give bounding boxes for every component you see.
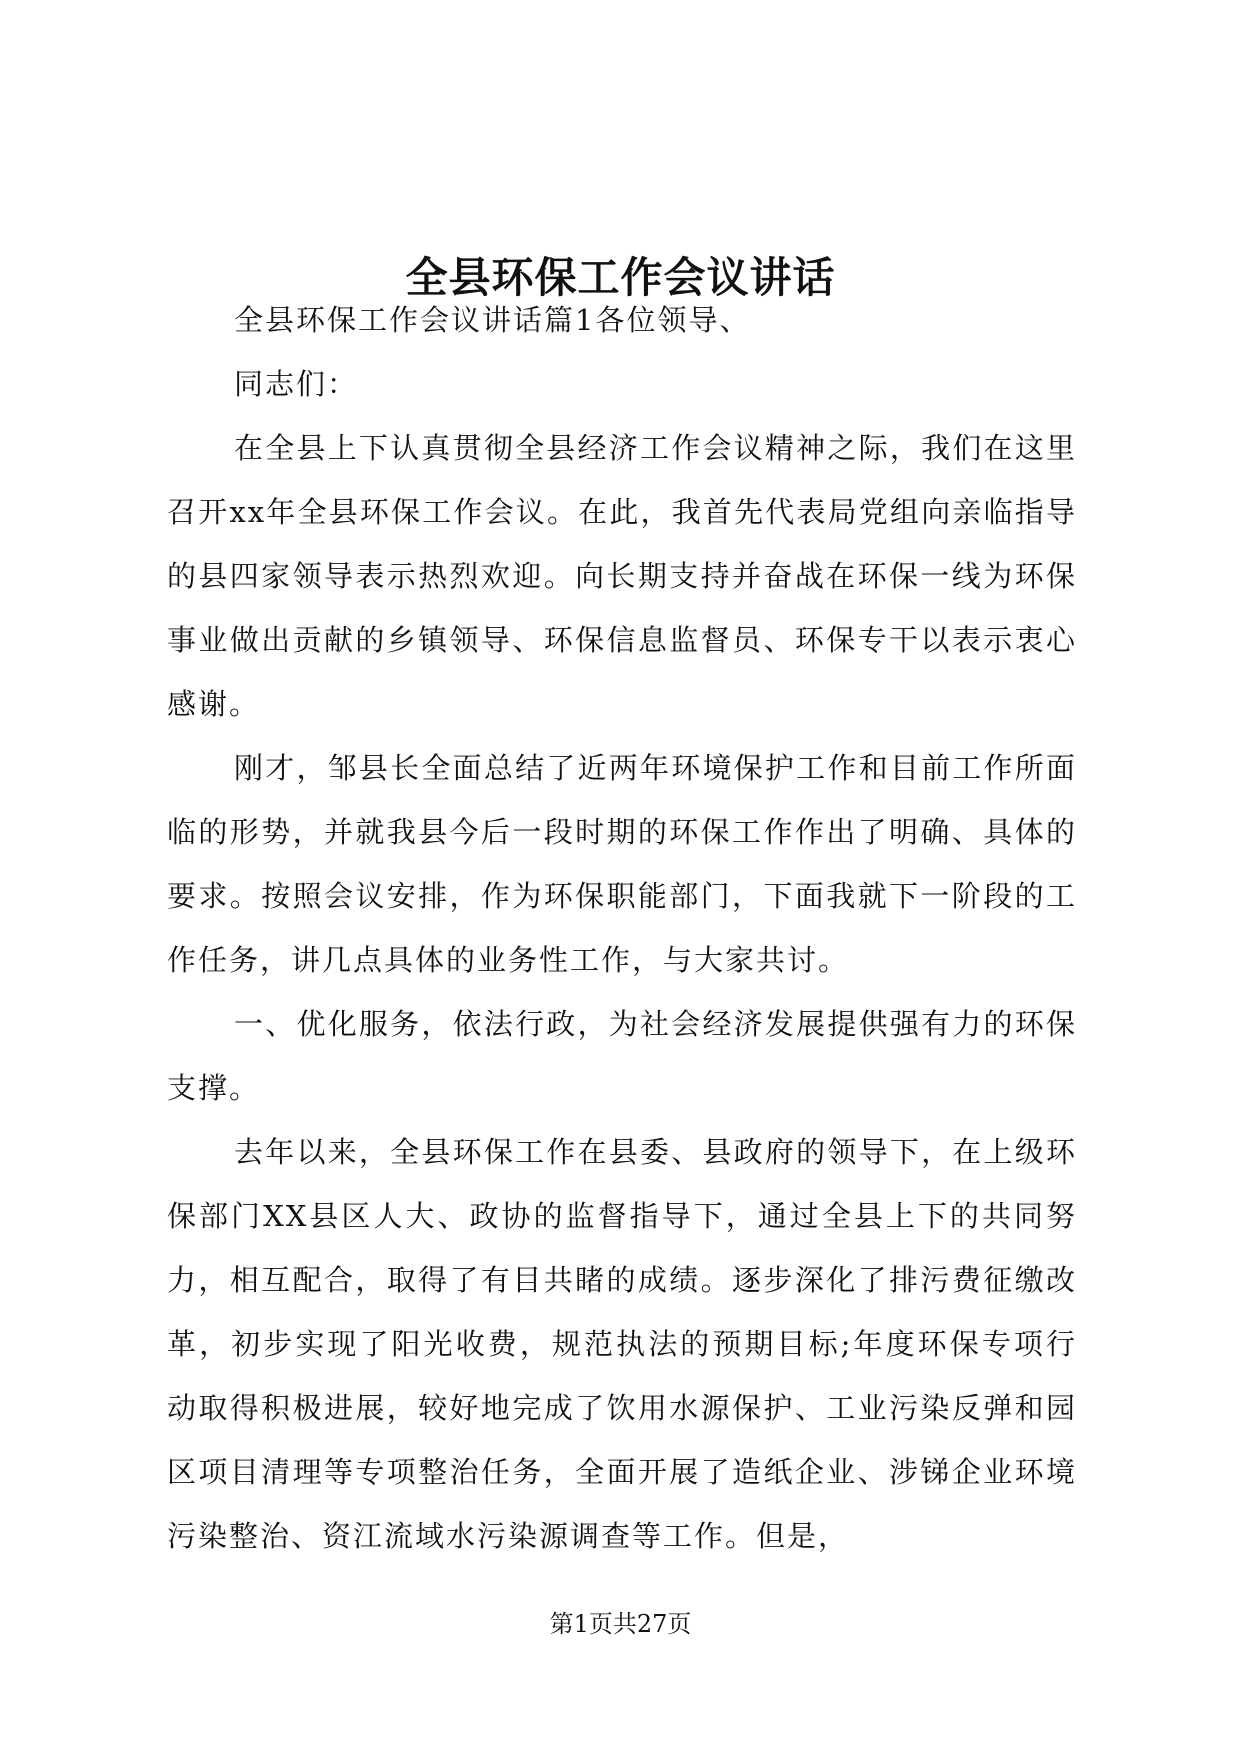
document-title: 全县环保工作会议讲话: [405, 253, 836, 303]
paragraph-achievements: 去年以来，全县环保工作在县委、县政府的领导下，在上级环保部门XX县区人大、政协的监督指导下，通过全县上下的共同努力，相互配合，取得了有目共睹的成绩。逐步深化了排污费征缴改革，初步实现了阳光收费，规范执法的预期目标;年度环保专项行动取得积极进展，较好地完成了饮用水源保护、工业污染反弹和园区项目清理等专项整治任务，全面开展了造纸企业、涉锑企业环境污染整治、资江流域水污染源调查等工作。但是，: [167, 1135, 1077, 1553]
paragraph-intro: 全县环保工作会议讲话篇1各位领导、: [234, 303, 751, 337]
paragraph-summary: 刚才，邹县长全面总结了近两年环境保护工作和目前工作所面临的形势，并就我县今后一段时期的环保工作作出了明确、具体的要求。按照会议安排，作为环保职能部门，下面我就下一阶段的工作任务，讲几点具体的业务性工作，与大家共讨。: [167, 751, 1077, 977]
page-total: 共27页: [612, 1610, 692, 1638]
page-footer: [0, 1606, 1241, 1642]
paragraph-section-one-heading: 一、优化服务，依法行政，为社会经济发展提供强有力的环保支撑。: [167, 1007, 1077, 1105]
document-body: [167, 288, 1077, 1568]
page-number: 第1页: [549, 1610, 613, 1638]
paragraph-welcome: 在全县上下认真贯彻全县经济工作会议精神之际，我们在这里召开xx年全县环保工作会议。在此，我首先代表局党组向亲临指导的县四家领导表示热烈欢迎。向长期支持并奋战在环保一线为环保事业做出贡献的乡镇领导、环保信息监督员、环保专干以表示衷心感谢。: [167, 431, 1077, 721]
paragraph-greeting: 同志们：: [234, 367, 359, 401]
